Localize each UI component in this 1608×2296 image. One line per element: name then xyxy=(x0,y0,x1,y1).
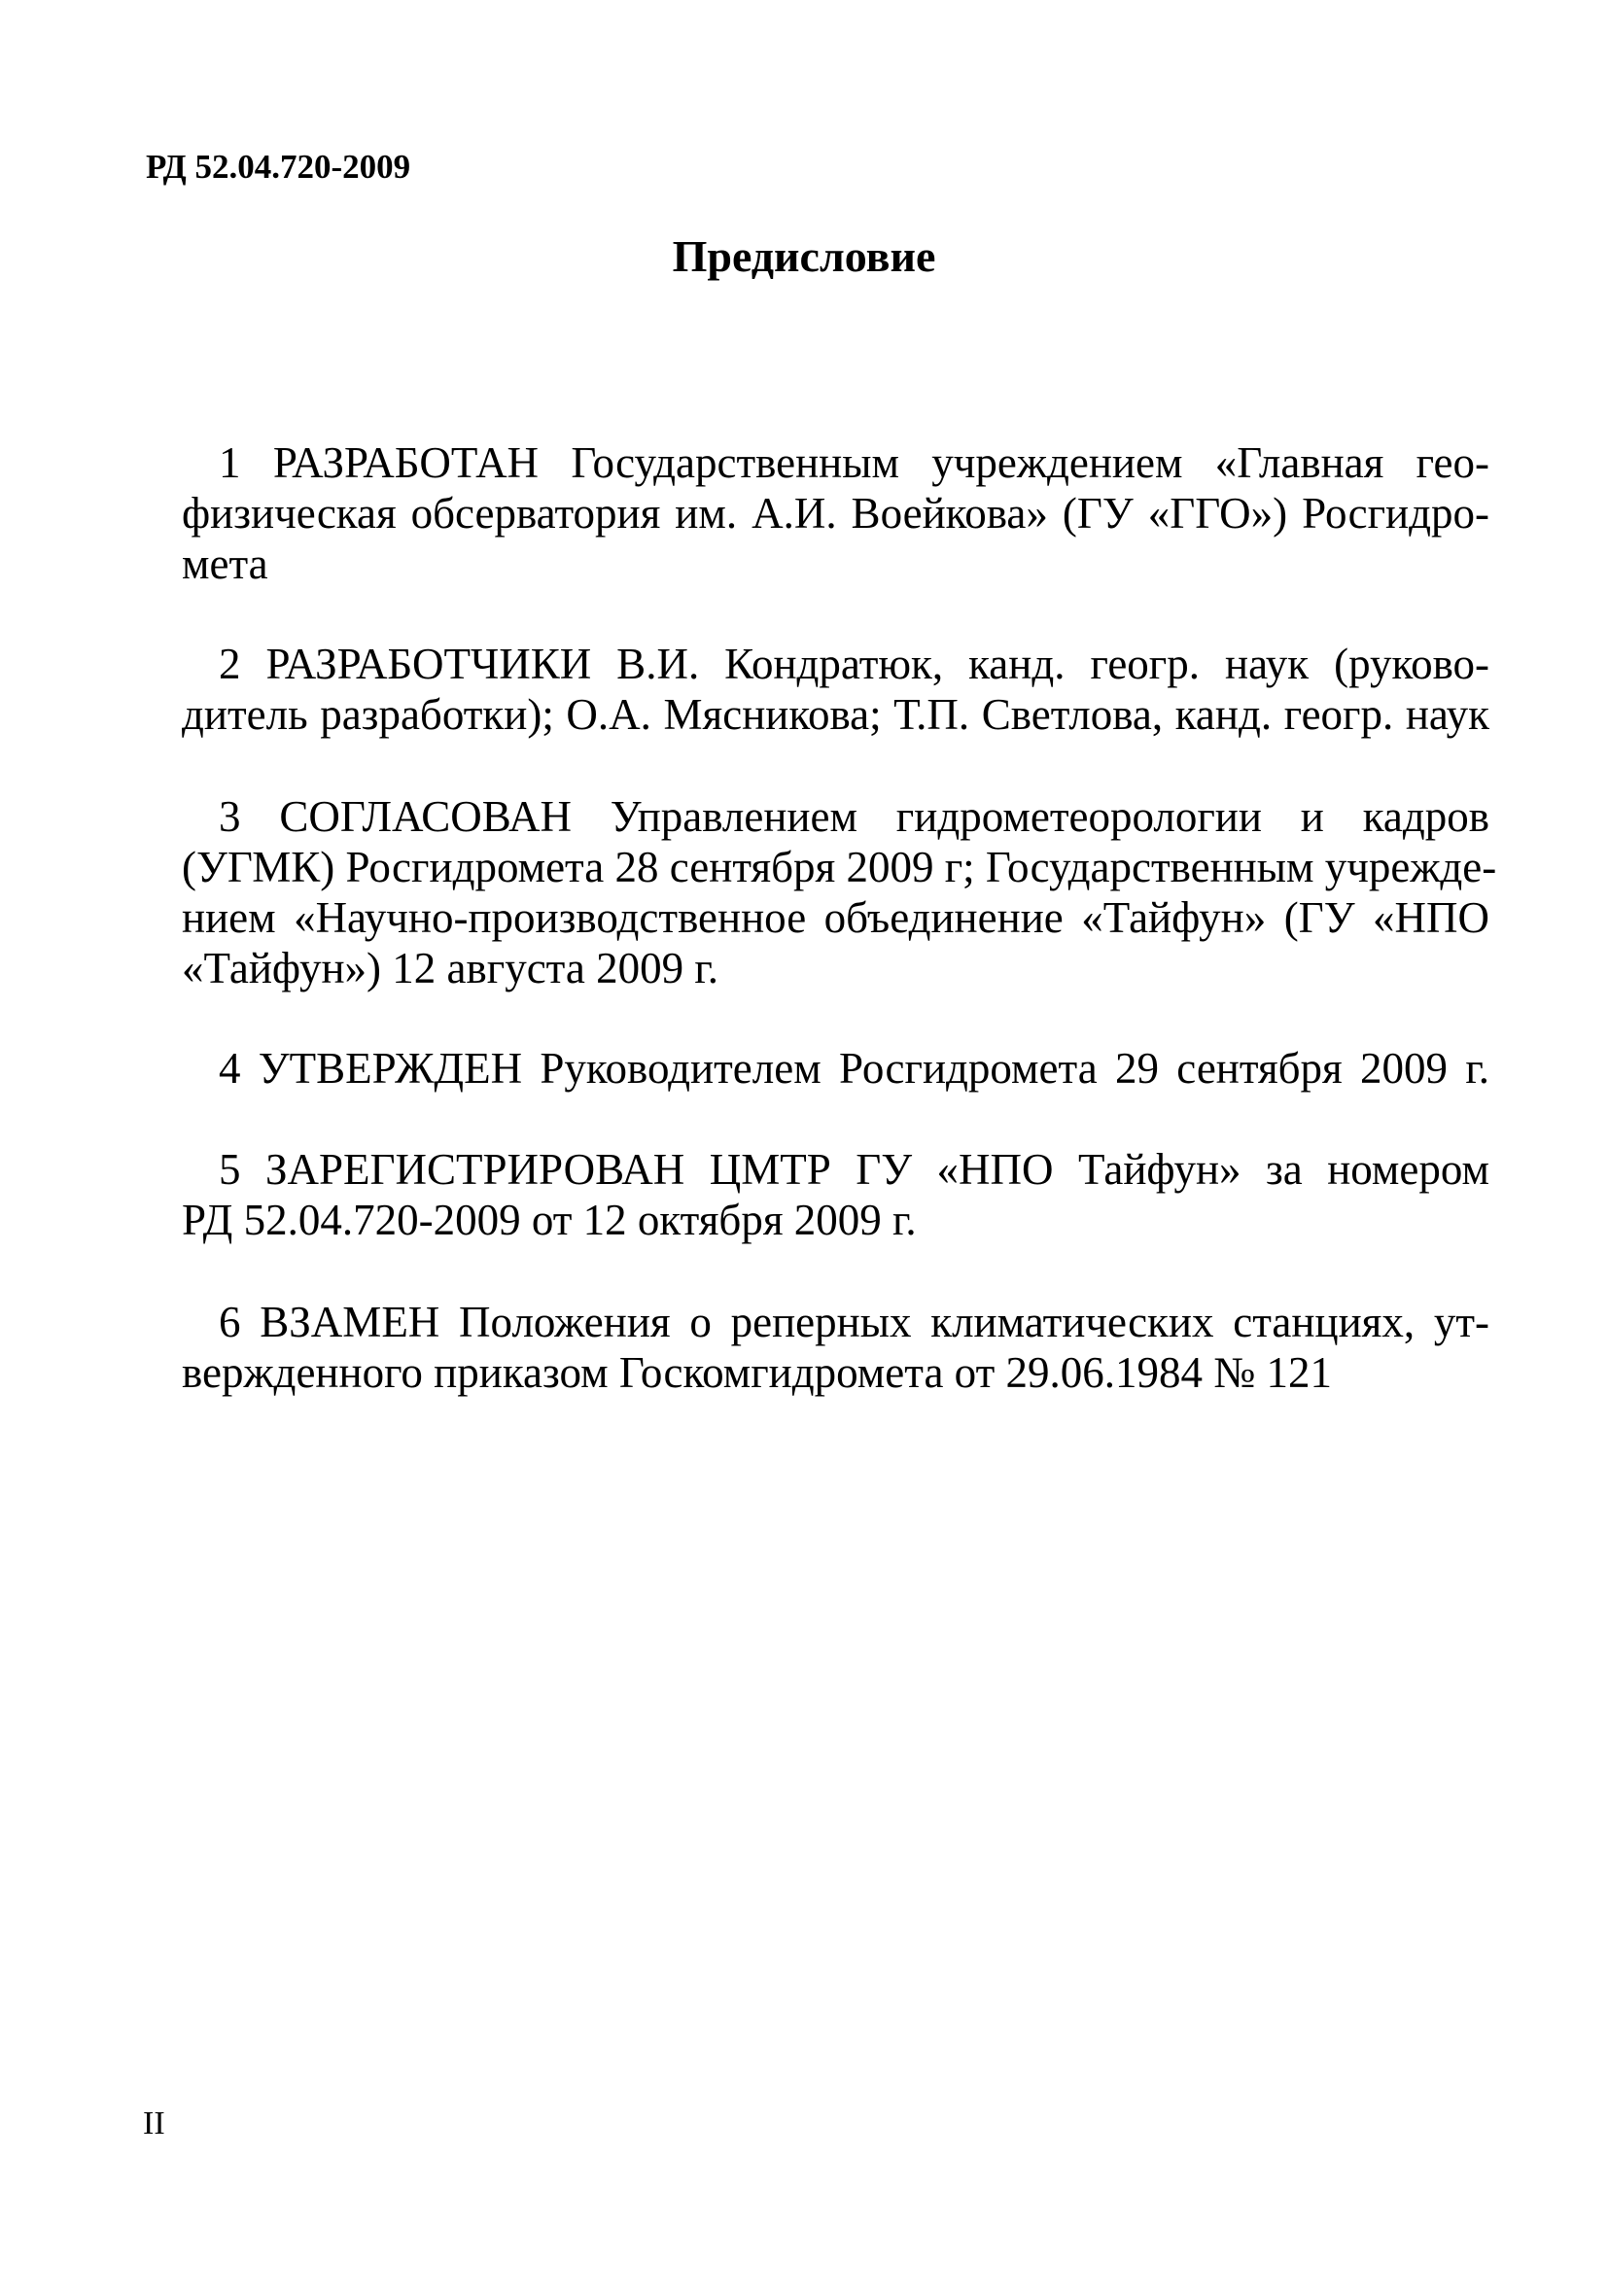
text-line: (УГМК) Росгидромета 28 сентября 2009 г; Государственным учрежде- xyxy=(182,843,1497,891)
text-line: 1 РАЗРАБОТАН Государственным учреждением «Главная гео- xyxy=(219,438,1489,487)
document-code: РД 52.04.720-2009 xyxy=(146,148,411,186)
text-line: 2 РАЗРАБОТЧИКИ В.И. Кондратюк, канд. геогр. наук (руково- xyxy=(219,640,1489,688)
text-line: вержденного приказом Госкомгидромета от 29.06.1984 № 121 xyxy=(182,1348,1332,1397)
text-line: нием «Научно-производственное объединение «Тайфун» (ГУ «НПО xyxy=(182,893,1489,942)
text-line: 3 СОГЛАСОВАН Управлением гидрометеорологии и кадров xyxy=(219,792,1489,841)
text-line: 5 ЗАРЕГИСТРИРОВАН ЦМТР ГУ «НПО Тайфун» за номером xyxy=(219,1145,1489,1194)
text-line: 4 УТВЕРЖДЕН Руководителем Росгидромета 29 сентября 2009 г. xyxy=(219,1044,1489,1093)
text-line: РД 52.04.720-2009 от 12 октября 2009 г. xyxy=(182,1196,917,1244)
text-line: дитель разработки); О.А. Мясникова; Т.П. Светлова, канд. геогр. наук xyxy=(182,690,1489,739)
text-line: 6 ВЗАМЕН Положения о реперных климатических станциях, ут- xyxy=(219,1298,1489,1346)
text-line: физическая обсерватория им. А.И. Воейкова» (ГУ «ГГО») Росгидро- xyxy=(182,489,1489,538)
page-title: Предисловие xyxy=(672,231,936,281)
text-line: «Тайфун») 12 августа 2009 г. xyxy=(182,944,718,992)
page-number: II xyxy=(143,2105,165,2141)
text-line: мета xyxy=(182,539,268,588)
